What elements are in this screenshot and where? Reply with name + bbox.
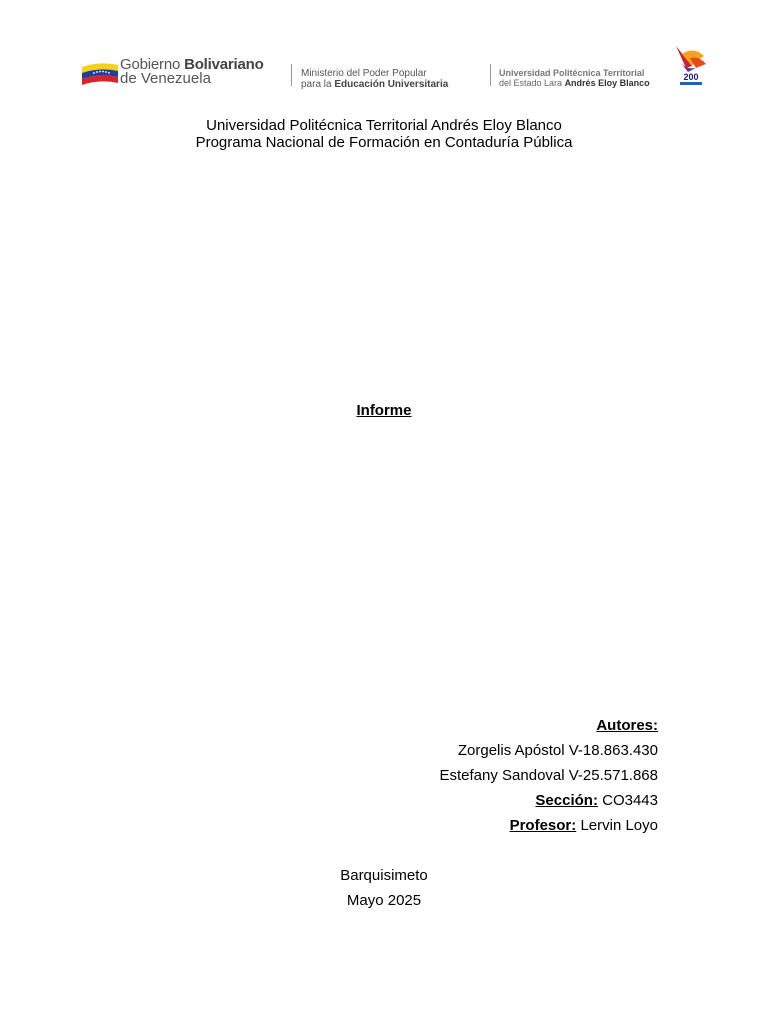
author-2: Estefany Sandoval V-25.571.868	[439, 767, 658, 784]
title-text: Informe	[356, 402, 412, 419]
government-name	[120, 58, 264, 86]
gov-line2: de Venezuela	[120, 70, 211, 87]
ministry-line2-a: para la	[301, 79, 332, 90]
logo-text: 200	[683, 72, 699, 82]
institution-name: Universidad Politécnica Territorial Andrés Eloy Blanco	[206, 117, 562, 134]
gov-line1-a: Gobierno	[120, 56, 181, 73]
letterhead	[82, 44, 710, 90]
divider	[490, 64, 491, 86]
section-line	[535, 792, 658, 809]
city: Barquisimeto	[340, 867, 428, 884]
authors-heading	[596, 717, 658, 734]
section-label: Sección:	[535, 792, 598, 809]
professor-line	[510, 817, 658, 834]
ministry-line2-b: Educación Universitaria	[334, 79, 449, 90]
document-title	[0, 402, 768, 419]
uni-line2-a: del Estado Lara	[499, 78, 563, 88]
program-name: Programa Nacional de Formación en Contaduría Pública	[195, 134, 573, 151]
authors-heading-text: Autores:	[596, 717, 658, 734]
uni-line2-b: Andrés Eloy Blanco	[564, 78, 650, 88]
section-value: CO3443	[602, 792, 658, 809]
professor-value: Lervin Loyo	[580, 817, 658, 834]
university-logo-icon	[672, 44, 710, 88]
university-name	[499, 68, 650, 88]
gov-line1-b: Bolivariano	[184, 56, 264, 73]
ministry-line1: Ministerio del Poder Popular	[301, 68, 427, 79]
date: Mayo 2025	[346, 892, 422, 909]
divider	[291, 64, 292, 86]
ministry-name	[301, 68, 448, 90]
professor-label: Profesor:	[509, 817, 577, 834]
uni-line1: Universidad Politécnica Territorial	[499, 68, 645, 78]
venezuela-flag-icon	[82, 61, 118, 87]
author-1: Zorgelis Apóstol V-18.863.430	[457, 742, 658, 759]
